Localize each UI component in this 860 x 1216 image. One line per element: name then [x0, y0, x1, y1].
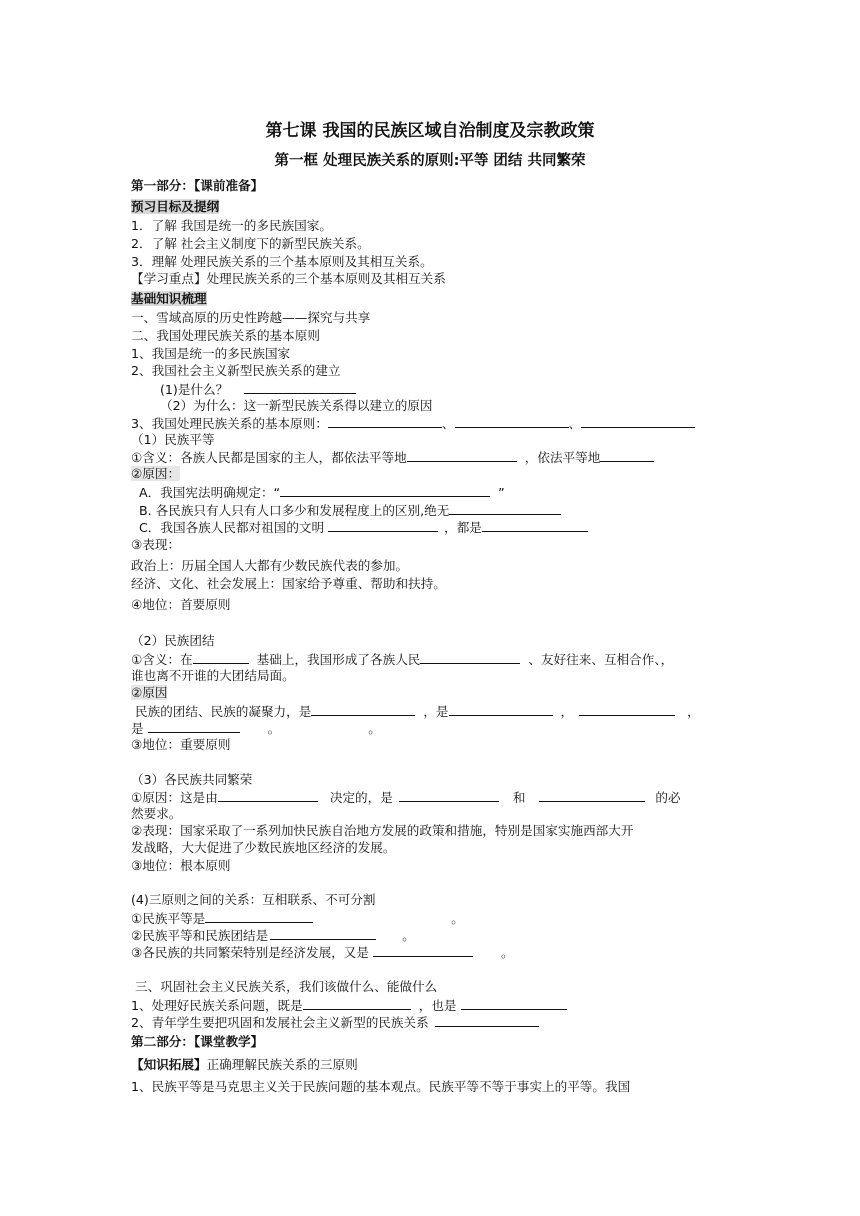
text: 、友好往来、互相合作、， — [528, 652, 674, 667]
blank — [600, 448, 654, 462]
equality-status: ④地位：首要原则 — [131, 597, 231, 612]
reason-c — [139, 518, 588, 537]
item-3 — [131, 414, 695, 433]
text: ，都是 — [444, 520, 482, 535]
text: ③各民族的共同繁荣特别是经济发展，又是 — [131, 945, 369, 960]
blank — [193, 650, 249, 664]
blank — [435, 1013, 539, 1027]
text: 。 — [500, 945, 514, 960]
blank — [328, 414, 442, 428]
blank — [148, 719, 240, 733]
text: ” — [498, 485, 505, 500]
part2-heading: 第二部分：【课堂教学】 — [131, 1034, 264, 1049]
equality-meaning — [131, 448, 654, 467]
prosperity-show-1: ②表现：国家采取了一系列加快民族自治地方发展的政策和措施，特别是国家实施西部大开 — [131, 823, 634, 838]
text: ，也是 — [418, 998, 457, 1013]
equality-show: ③表现： — [131, 537, 181, 552]
blank — [581, 414, 695, 428]
focus-text: 处理民族关系的三个基本原则及其相互关系 — [206, 271, 446, 286]
blank — [280, 483, 490, 497]
prosperity-reason — [131, 788, 681, 807]
ext-text: 正确理解民族关系的三原则 — [206, 1057, 358, 1072]
text: ，是 — [423, 704, 449, 719]
goal-item-3: 3．理解 处理民族关系的三个基本原则及其相互关系。 — [131, 254, 433, 269]
blank — [449, 501, 561, 515]
text: 和 — [512, 790, 526, 805]
equality-politics: 政治上：历届全国人大都有少数民族代表的参加。 — [131, 558, 409, 573]
relation-3 — [131, 943, 514, 962]
unity-meaning-2: 谁也离不开谁的大团结局面。 — [131, 668, 295, 683]
lesson-title: 第七课 我国的民族区域自治制度及宗教政策 — [265, 121, 595, 141]
text: 。 — [267, 721, 281, 736]
blank — [373, 943, 473, 957]
text: 基础上，我国形成了各族人民 — [256, 652, 421, 667]
goal-item-1: 1．了解 我国是统一的多民族国家。 — [131, 218, 332, 233]
blank — [420, 650, 520, 664]
focus-tag: 【学习重点】 — [131, 271, 207, 286]
blank — [449, 702, 553, 716]
prosperity-head: （3）各民族共同繁荣 — [131, 772, 253, 787]
blank — [303, 996, 411, 1010]
text: 2、青年学生要把巩固和发展社会主义新型的民族关系 — [131, 1015, 429, 1030]
text: 。 — [402, 928, 415, 943]
item-2b: （2）为什么：这一新型民族关系得以建立的原因 — [160, 398, 433, 413]
blank — [579, 702, 675, 716]
ext-tag: 【知识拓展】 — [131, 1057, 207, 1072]
text: 的必 — [655, 790, 681, 805]
text: ，依法平等地 — [524, 450, 601, 465]
blank — [482, 518, 588, 532]
text: B. 各民族只有人只有人口多少和发展程度上的区别,绝无 — [139, 503, 450, 518]
blank — [328, 518, 438, 532]
ext-last-line: 1、民族平等是马克思主义关于民族问题的基本观点。民族平等不等于事实上的平等。我国 — [131, 1079, 631, 1094]
blank — [270, 926, 376, 940]
text: 。 — [451, 911, 464, 926]
text: ①原因：这是由 — [131, 790, 218, 805]
text: 决定的，是 — [329, 790, 393, 805]
section-2: 二、我国处理民族关系的基本原则 — [131, 328, 320, 343]
text: 民族的团结、民族的凝聚力，是 — [135, 704, 312, 719]
section-subtitle: 第一框 处理民族关系的原则:平等 团结 共同繁荣 — [274, 153, 586, 169]
text: ①民族平等是 — [131, 911, 206, 926]
prosperity-show-2: 发战略，大大促进了少数民族地区经济的发展。 — [131, 840, 396, 855]
relation-head: (4)三原则之间的关系：互相联系、不可分割 — [131, 892, 376, 907]
item-1: 1、我国是统一的多民族国家 — [131, 346, 291, 361]
blank — [399, 788, 499, 802]
ext-line — [131, 1056, 358, 1074]
separator: 、 — [441, 416, 455, 431]
item-3-text: 3、我国处理民族关系的基本原则： — [131, 416, 328, 431]
basics-heading: 基础知识梳理 — [131, 291, 207, 306]
part3-head: 三、巩固社会主义民族关系，我们该做什么、能做什么 — [135, 979, 438, 994]
unity-status: ③地位：重要原则 — [131, 737, 231, 752]
prosperity-reason-2: 然要求。 — [131, 806, 182, 821]
equality-head: （1）民族平等 — [131, 432, 215, 447]
equality-reason: ②原因： — [131, 466, 181, 481]
blank — [311, 702, 415, 716]
goals-heading: 预习目标及提纲 — [131, 199, 220, 214]
text: 。 — [368, 721, 381, 736]
blank — [205, 909, 313, 923]
reason-a — [139, 483, 505, 502]
part3-line-2 — [131, 1013, 539, 1032]
blank — [539, 788, 645, 802]
prosperity-status: ③地位：根本原则 — [131, 858, 231, 873]
text: ， — [687, 704, 700, 719]
text: ①含义：各族人民都是国家的主人，都依法平等地 — [131, 450, 407, 465]
text: ②民族平等和民族团结是 — [131, 928, 269, 943]
part1-heading: 第一部分：【课前准备】 — [131, 178, 264, 193]
focus-line — [131, 270, 446, 288]
blank — [218, 788, 318, 802]
item-2: 2、我国社会主义新型民族关系的建立 — [131, 363, 341, 378]
blank — [244, 380, 356, 394]
unity-reason: ②原因 — [131, 685, 168, 700]
unity-head: （2）民族团结 — [131, 633, 215, 648]
blank — [407, 448, 517, 462]
blank — [461, 996, 567, 1010]
text: 是 — [131, 721, 144, 736]
goal-item-2: 2．了解 社会主义制度下的新型民族关系。 — [131, 236, 370, 251]
separator: 、 — [568, 416, 582, 431]
item-2a-text: (1)是什么？ — [160, 382, 229, 397]
section-1: 一、雪域高原的历史性跨越——探究与共享 — [131, 310, 371, 325]
text: A．我国宪法明确规定：“ — [139, 485, 281, 500]
text: 1、处理好民族关系问题，既是 — [131, 998, 303, 1013]
text: ①含义：在 — [131, 652, 193, 667]
text: C．我国各族人民都对祖国的文明 — [139, 520, 325, 535]
blank — [455, 414, 569, 428]
text: ， — [560, 704, 574, 719]
equality-economy: 经济、文化、社会发展上：国家给予尊重、帮助和扶持。 — [131, 576, 446, 591]
